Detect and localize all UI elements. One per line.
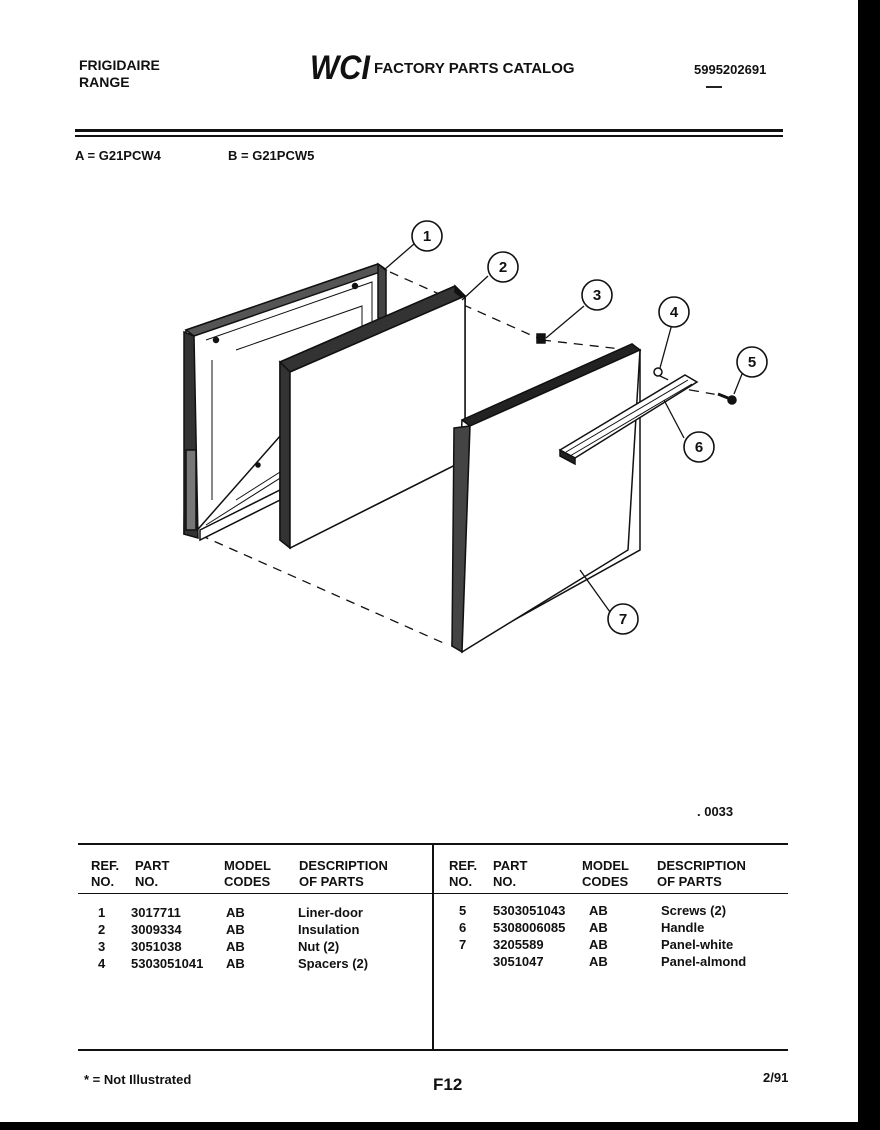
header-model-right: MODEL CODES — [582, 858, 629, 889]
catalog-number: 5995202691 — [694, 62, 767, 77]
code-cell: AB — [226, 922, 245, 937]
part-cell: 5303051041 — [131, 956, 204, 971]
callout-5-label: 5 — [747, 354, 757, 371]
code-cell: AB — [589, 903, 608, 918]
exploded-diagram — [0, 190, 858, 690]
desc-cell: Nut (2) — [298, 939, 340, 954]
callout-2-label: 2 — [498, 259, 508, 276]
part-cell: 3009334 — [131, 922, 182, 937]
brand-name: FRIGIDAIRE — [79, 57, 160, 73]
code-cell: AB — [226, 956, 245, 971]
table-row — [0, 903, 858, 920]
desc-cell: Screws (2) — [661, 903, 727, 918]
ref-cell: 1 — [98, 905, 106, 920]
header-part-right: PART NO. — [493, 858, 528, 889]
header-rule — [75, 129, 783, 132]
ref-cell: 7 — [459, 937, 467, 952]
desc-cell: Panel-white — [661, 937, 734, 952]
model-a: A = G21PCW4 — [75, 148, 161, 163]
table-row — [0, 937, 858, 954]
ref-cell: 6 — [459, 920, 467, 935]
desc-cell: Insulation — [298, 922, 360, 937]
not-illustrated-note: * = Not Illustrated — [84, 1072, 192, 1087]
nut-part — [537, 334, 545, 343]
desc-cell: Liner-door — [298, 905, 363, 920]
code-cell: AB — [589, 920, 608, 935]
catalog-title: FACTORY PARTS CATALOG — [374, 60, 575, 77]
header-rule-thin — [75, 135, 783, 137]
code-cell: AB — [589, 937, 608, 952]
desc-cell: Spacers (2) — [298, 956, 369, 971]
ref-cell: 2 — [98, 922, 106, 937]
table-row — [0, 920, 858, 937]
brand-block — [79, 57, 160, 91]
code-cell: AB — [226, 939, 245, 954]
svg-text:WCI: WCI — [310, 49, 372, 83]
callout-3-label: 3 — [592, 287, 602, 304]
screw-part — [718, 394, 736, 404]
code-cell: AB — [226, 905, 245, 920]
spacer-part — [654, 368, 662, 376]
callout-4-label: 4 — [669, 304, 679, 321]
figure-id: . 0033 — [697, 804, 734, 819]
part-cell: 5308006085 — [493, 920, 566, 935]
header-ref: REF. NO. — [91, 858, 120, 889]
table-row — [0, 954, 858, 971]
header-ref-right: REF. NO. — [449, 858, 478, 889]
ref-cell: 5 — [459, 903, 467, 918]
model-b: B = G21PCW5 — [228, 148, 315, 163]
front-panel-part — [452, 344, 640, 652]
callout-1-label: 1 — [422, 228, 432, 245]
code-cell: AB — [589, 954, 608, 969]
desc-cell: Handle — [661, 920, 705, 935]
header-model: MODEL CODES — [224, 858, 271, 889]
product-type: RANGE — [79, 74, 130, 90]
desc-cell: Panel-almond — [661, 954, 747, 969]
header-desc-right: DESCRIPTION OF PARTS — [657, 858, 746, 889]
header-desc: DESCRIPTION OF PARTS — [299, 858, 388, 889]
header-part: PART NO. — [135, 858, 170, 889]
ref-cell: 3 — [98, 939, 106, 954]
revision-date: 2/91 — [763, 1070, 789, 1085]
mark — [706, 86, 722, 88]
part-cell: 5303051043 — [493, 903, 566, 918]
callout-7-label: 7 — [618, 611, 628, 628]
ref-cell: 4 — [98, 956, 106, 971]
part-cell: 3051047 — [493, 954, 544, 969]
part-cell: 3051038 — [131, 939, 182, 954]
page-number: F12 — [433, 1075, 463, 1094]
part-cell: 3205589 — [493, 937, 544, 952]
part-cell: 3017711 — [131, 905, 181, 920]
callout-6-label: 6 — [694, 439, 704, 456]
wci-logo — [308, 49, 372, 83]
